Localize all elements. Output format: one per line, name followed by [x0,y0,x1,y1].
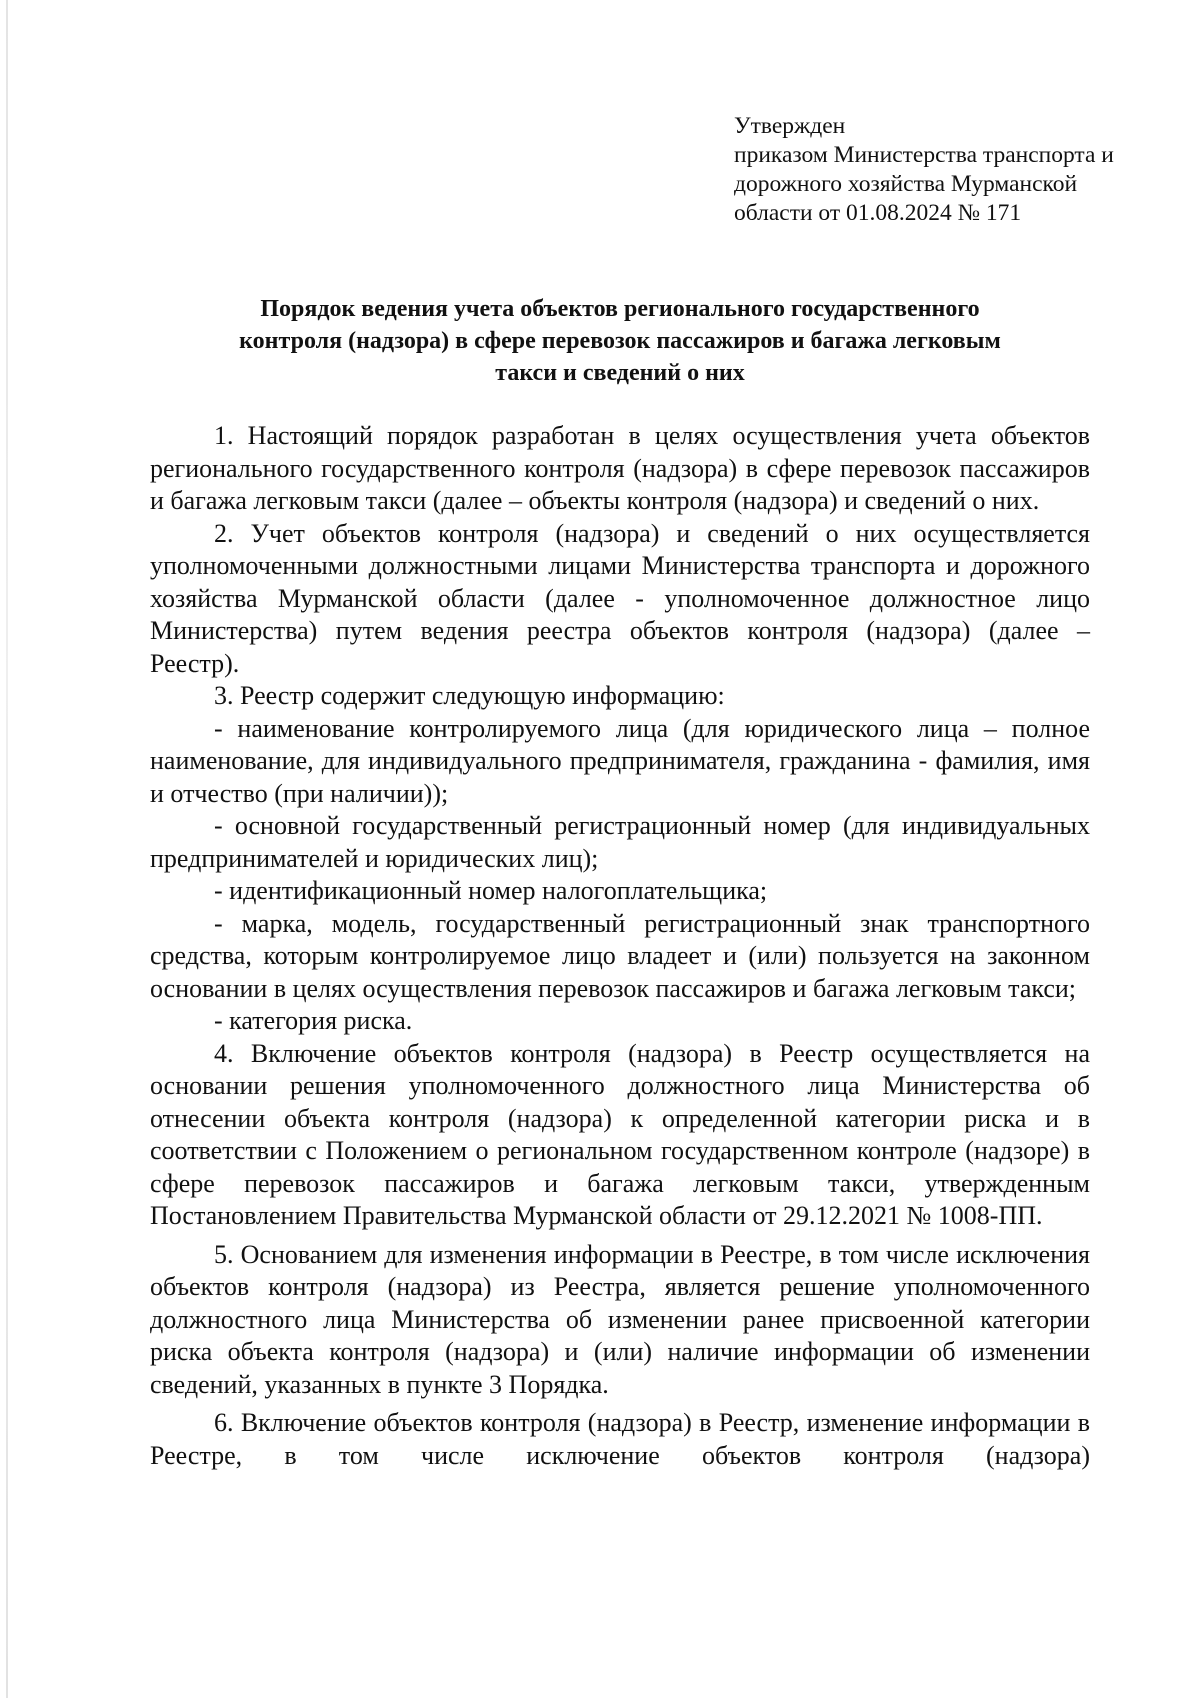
list-item-vehicle-info: - марка, модель, государственный регистрационный знак транспортного средства, которым контролируемое лицо владеет и (или) пользуется на законном основании в целях осуществления перевозок пассажиров и багажа легковым такси; [150,908,1090,1003]
paragraph-1: 1. Настоящий порядок разработан в целях осуществления учета объектов регионального государственного контроля (надзора) в сфере перевозок пассажиров и багажа легковым такси (далее – объекты контроля (надзора) и сведений о них. [150,421,1090,515]
document-body [150,420,1090,1472]
list-item-tax-id: - идентификационный номер налогоплательщика; [214,876,768,905]
paragraph-2: 2. Учет объектов контроля (надзора) и сведений о них осуществляется уполномоченными должностными лицами Министерства транспорта и дорожного хозяйства Мурманской области (далее - уполномоченное должностное лицо Министерства) путем ведения реестра объектов контроля (надзора) (далее – Реестр). [150,518,1090,678]
title-line: контроля (надзора) в сфере перевозок пассажиров и багажа легковым [239,328,1001,354]
approval-line: области от 01.08.2024 № 171 [734,200,1022,226]
list-item-risk-category: - категория риска. [214,1006,413,1035]
approval-line: Утвержден [734,113,846,139]
paragraph-4: 4. Включение объектов контроля (надзора) в Реестр осуществляется на основании решения уполномоченного должностного лица Министерства об отнесении объекта контроля (надзора) к определенной категории риска и в соответствии с Положением о региональном государственном контроле (надзоре) в сфере перевозок пассажиров и багажа легковым такси, утвержденным Постановлением Правительства Мурманской области от 29.12.2021 № 1008-ПП. [150,1038,1090,1230]
paragraph-6: 6. Включение объектов контроля (надзора) в Реестр, изменение информации в Реестре, в том числе исключение объектов контроля (надзора) [150,1408,1090,1470]
title-line: такси и сведений о них [495,360,745,386]
paragraph-3: 3. Реестр содержит следующую информацию: [214,681,725,710]
paragraph-5: 5. Основанием для изменения информации в Реестре, в том числе исключения объектов контроля (надзора) из Реестра, является решение уполномоченного должностного лица Министерства об изменении ранее присвоенной категории риска объекта контроля (надзора) и (или) наличие информации об изменении сведений, указанных в пункте 3 Порядка. [150,1239,1090,1399]
list-item-controlled-person-name: - наименование контролируемого лица (для юридического лица – полное наименование, для индивидуального предпринимателя, гражданина - фамилия, имя и отчество (при наличии)); [150,713,1090,808]
approval-line: дорожного хозяйства Мурманской [734,171,1078,197]
title-line: Порядок ведения учета объектов регионального государственного [260,296,980,322]
scan-edge-shadow [6,0,8,1698]
list-item-registration-number: - основной государственный регистрационный номер (для индивидуальных предпринимателей и юридических лиц); [150,811,1090,873]
approval-line: приказом Министерства транспорта и [734,142,1114,168]
document-title [150,293,1090,389]
approval-stamp-block [734,112,1174,228]
